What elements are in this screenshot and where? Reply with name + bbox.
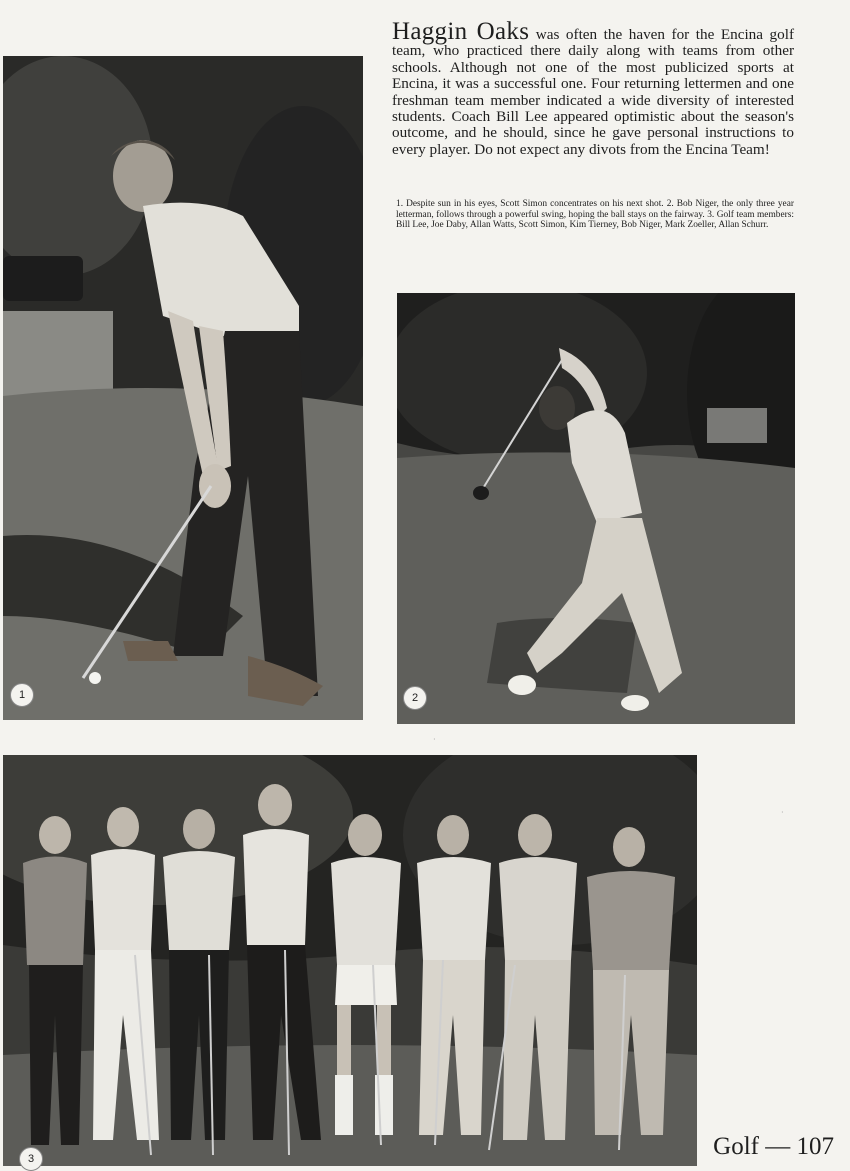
paper-speck: · (781, 808, 784, 817)
article-lead: Haggin Oaks (392, 18, 530, 45)
paper-speck: · (433, 735, 436, 744)
photo-number-1: 1 (10, 683, 34, 707)
article-body: was often the haven for the Encina golf team, who practiced there daily along with teams from other schools. Although not one of the most publicized sports at Encina, it was a successful one. Four returning lettermen and one freshman team member indicated a wide diversity of interested students. Coach Bill Lee appeared optimistic about the season's outcome, and he should, since he gave personal instructions to every player. Do not expect any divots from the Encina Team! (392, 26, 794, 158)
photo-caption: 1. Despite sun in his eyes, Scott Simon concentrates on his next shot. 2. Bob Niger, the only three year letterman, follows through a powerful swing, hoping the ball stays on the fairway. 3. Golf team members: Bill Lee, Joe Daby, Allan Watts, Scott Simon, Kim Tierney, Bob Niger, Mark Zoeller, Allan Schurr. (396, 199, 794, 231)
article-intro (392, 18, 794, 158)
photo-number-3: 3 (19, 1147, 43, 1171)
photo-golf-team (3, 755, 697, 1166)
photo-golfer-swinging (397, 293, 795, 724)
page-folio: Golf — 107 (713, 1133, 834, 1160)
photo-number-2: 2 (403, 686, 427, 710)
photo-golfer-chipping (3, 56, 363, 720)
